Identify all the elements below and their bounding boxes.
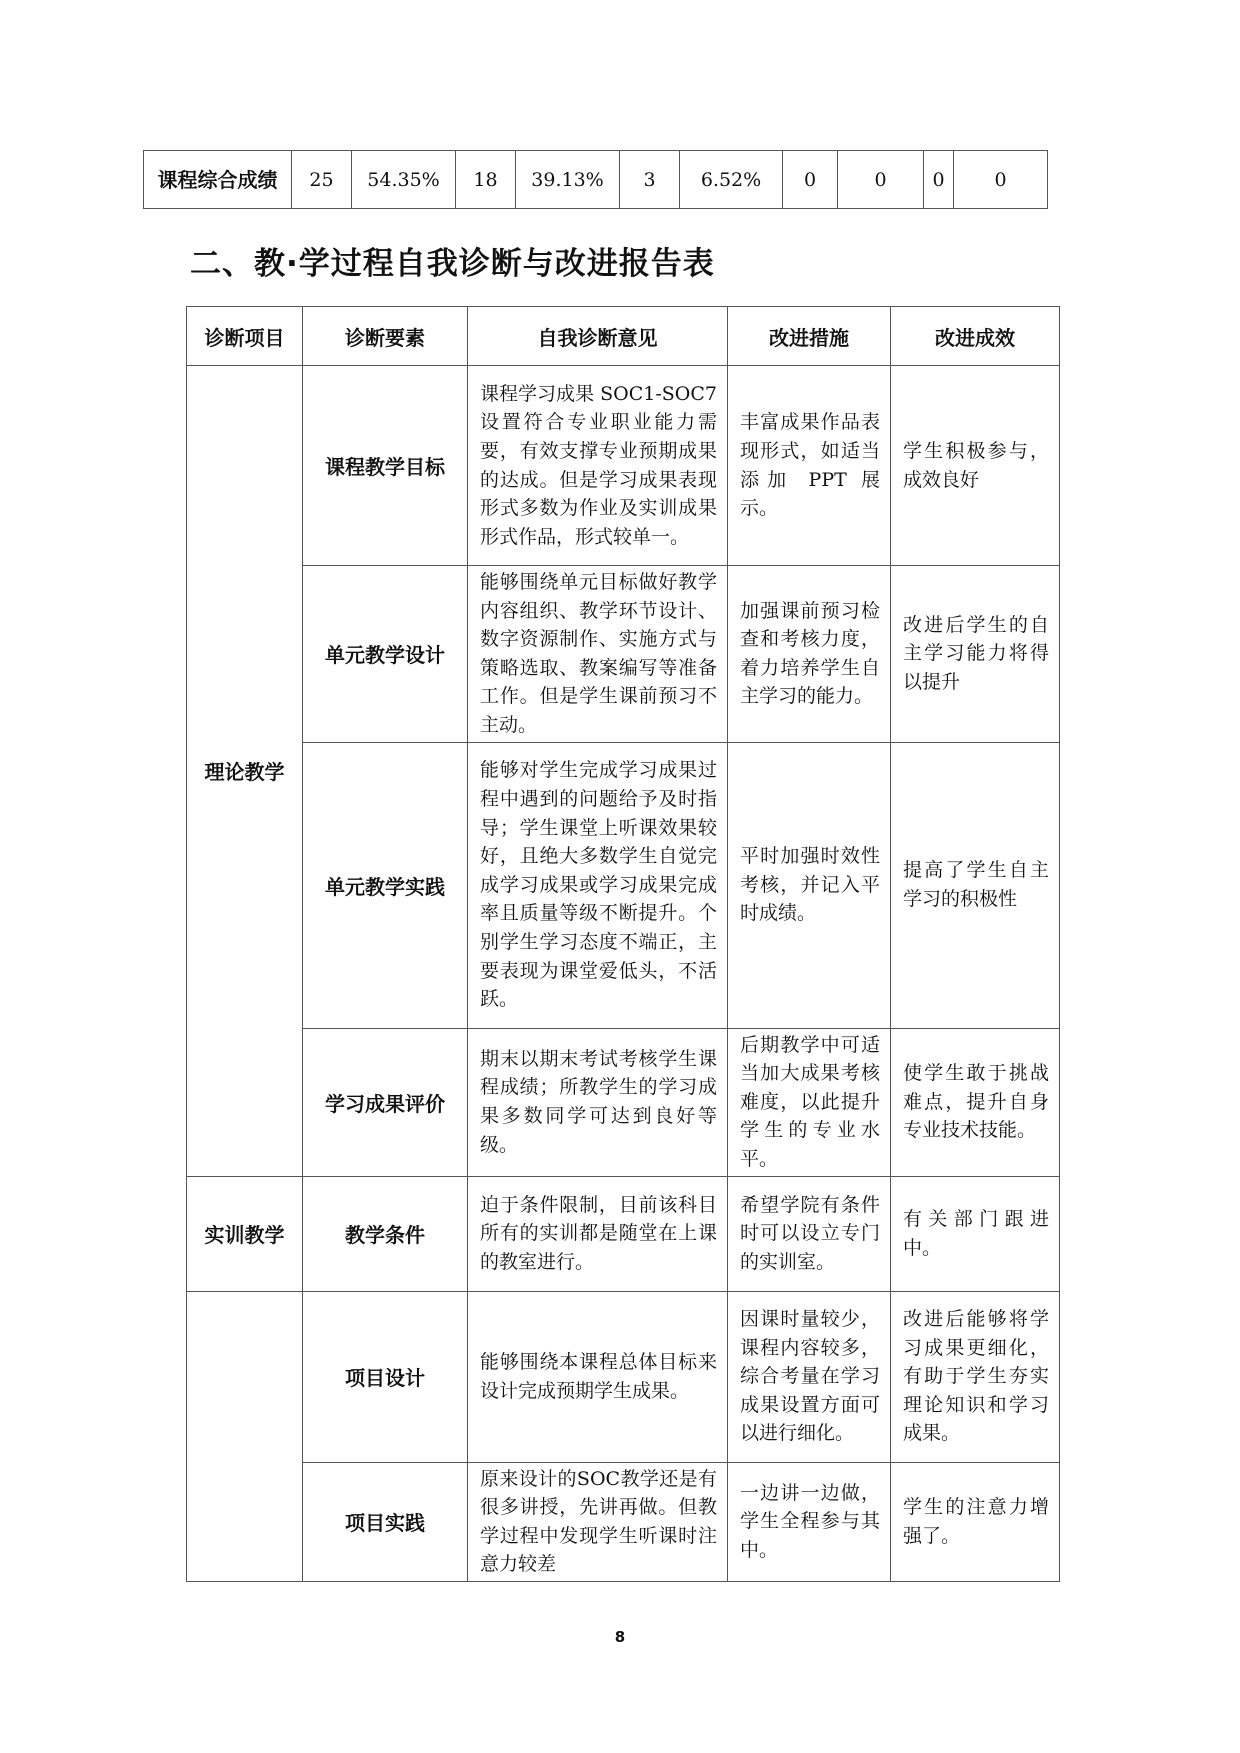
- table-row: [187, 1462, 1060, 1581]
- grade-cell: 0: [838, 151, 924, 209]
- grade-cell: 39.13%: [516, 151, 620, 209]
- row-element: 学习成果评价: [303, 1028, 468, 1176]
- grade-row-label: 课程综合成绩: [144, 151, 292, 209]
- row-element: 项目设计: [303, 1291, 468, 1462]
- row-element: 项目实践: [303, 1462, 468, 1581]
- row-opinion: 期末以期末考试考核学生课程成绩；所教学生的学习成果多数同学可达到良好等级。: [468, 1028, 728, 1176]
- row-measure: 平时加强时效性考核，并记入平时成绩。: [728, 742, 891, 1028]
- row-opinion: 课程学习成果 SOC1-SOC7 设置符合专业职业能力需要，有效支撑专业预期成果的达成。但是学习成果表现形式多数为作业及实训成果形式作品，形式较单一。: [468, 366, 728, 566]
- row-element: 教学条件: [303, 1176, 468, 1291]
- table-row: [187, 1291, 1060, 1462]
- row-opinion: 原来设计的SOC教学还是有很多讲授，先讲再做。但教学过程中发现学生听课时注意力较差: [468, 1462, 728, 1581]
- row-measure: 一边讲一边做，学生全程参与其中。: [728, 1462, 891, 1581]
- row-element: 课程教学目标: [303, 366, 468, 566]
- row-effect: 改进后学生的自主学习能力将得以提升: [891, 566, 1060, 743]
- header-self-diagnosis: 自我诊断意见: [468, 307, 728, 366]
- header-improvement-effect: 改进成效: [891, 307, 1060, 366]
- grade-cell: 0: [924, 151, 954, 209]
- row-effect: 学生的注意力增强了。: [891, 1462, 1060, 1581]
- table-row: [187, 1176, 1060, 1291]
- grade-row: [144, 151, 1048, 209]
- header-diagnosis-element: 诊断要素: [303, 307, 468, 366]
- row-opinion: 能够围绕单元目标做好教学内容组织、教学环节设计、数字资源制作、实施方式与策略选取、教案编写等准备工作。但是学生课前预习不主动。: [468, 566, 728, 743]
- grade-cell: 0: [783, 151, 838, 209]
- category-project: [187, 1291, 303, 1581]
- row-effect: 提高了学生自主学习的积极性: [891, 742, 1060, 1028]
- table-row: [187, 366, 1060, 566]
- row-element: 单元教学设计: [303, 566, 468, 743]
- row-measure: 丰富成果作品表现形式，如适当添加 PPT 展示。: [728, 366, 891, 566]
- header-improvement-measure: 改进措施: [728, 307, 891, 366]
- row-measure: 加强课前预习检查和考核力度，着力培养学生自主学习的能力。: [728, 566, 891, 743]
- grade-cell: 25: [292, 151, 352, 209]
- row-measure: 因课时量较少，课程内容较多，综合考量在学习成果设置方面可以进行细化。: [728, 1291, 891, 1462]
- grade-cell: 0: [954, 151, 1048, 209]
- page-number: 8: [614, 1628, 626, 1646]
- grade-cell: 6.52%: [680, 151, 783, 209]
- section-title: 二、教·学过程自我诊断与改进报告表: [190, 246, 715, 282]
- table-row: [187, 566, 1060, 743]
- row-measure: 希望学院有条件时可以设立专门的实训室。: [728, 1176, 891, 1291]
- table-row: [187, 742, 1060, 1028]
- row-element: 单元教学实践: [303, 742, 468, 1028]
- grade-cell: 54.35%: [352, 151, 456, 209]
- table-header-row: [187, 307, 1060, 366]
- category-theory-teaching: 理论教学: [187, 366, 303, 1177]
- row-effect: 使学生敢于挑战难点，提升自身专业技术技能。: [891, 1028, 1060, 1176]
- grade-summary-table: [143, 150, 1048, 209]
- row-effect: 有关部门跟进中。: [891, 1176, 1060, 1291]
- row-effect: 改进后能够将学习成果更细化，有助于学生夯实理论知识和学习成果。: [891, 1291, 1060, 1462]
- diagnosis-table: [186, 306, 1060, 1582]
- header-diagnosis-item: 诊断项目: [187, 307, 303, 366]
- row-measure: 后期教学中可适当加大成果考核难度，以此提升学生的专业水平。: [728, 1028, 891, 1176]
- row-opinion: 能够对学生完成学习成果过程中遇到的问题给予及时指导；学生课堂上听课效果较好，且绝大多数学生自觉完成学习成果或学习成果完成率且质量等级不断提升。个别学生学习态度不端正，主要表现为课堂爱低头，不活跃。: [468, 742, 728, 1028]
- row-opinion: 迫于条件限制，目前该科目所有的实训都是随堂在上课的教室进行。: [468, 1176, 728, 1291]
- grade-cell: 3: [620, 151, 680, 209]
- grade-cell: 18: [456, 151, 516, 209]
- row-effect: 学生积极参与，成效良好: [891, 366, 1060, 566]
- row-opinion: 能够围绕本课程总体目标来设计完成预期学生成果。: [468, 1291, 728, 1462]
- table-row: [187, 1028, 1060, 1176]
- category-practical-teaching: 实训教学: [187, 1176, 303, 1291]
